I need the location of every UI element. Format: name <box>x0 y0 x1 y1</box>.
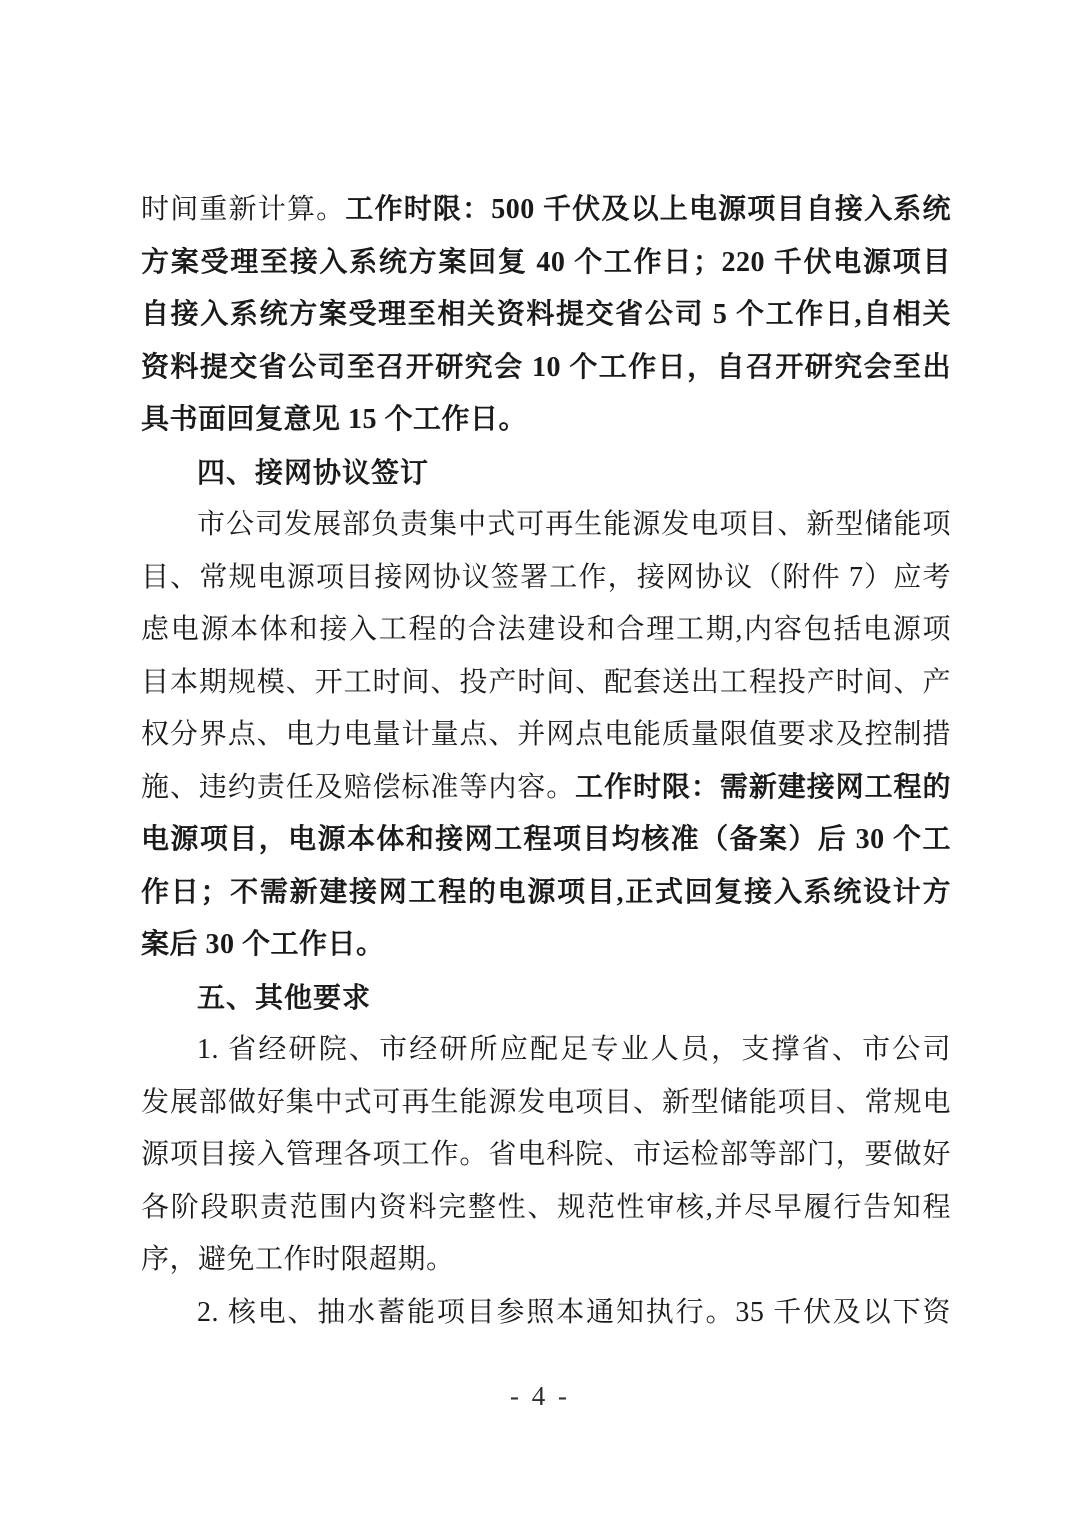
paragraph-line <box>141 1287 951 1340</box>
section-heading <box>141 447 951 500</box>
paragraph-line <box>141 1234 951 1287</box>
text-segment: 目、常规电源项目接网协议签署工作，接网协议（附件 7）应考 <box>141 561 951 593</box>
text-segment: 时间重新计算。 <box>141 194 346 225</box>
text-segment: 目本期规模、开工时间、投产时间、配套送出工程投产时间、产 <box>141 666 951 698</box>
document-body <box>141 184 951 1339</box>
text-segment: 发展部做好集中式可再生能源发电项目、新型储能项目、常规电 <box>141 1086 951 1118</box>
paragraph-line <box>141 1129 951 1182</box>
text-segment: 施、违约责任及赔偿标准等内容。 <box>141 771 576 803</box>
paragraph-line <box>141 604 951 657</box>
bold-text-segment: 方案受理至接入系统方案回复 40 个工作日；220 千伏电源项目 <box>141 246 951 278</box>
paragraph-line <box>141 709 951 762</box>
paragraph-line <box>141 552 951 605</box>
bold-text-segment: 具书面回复意见 15 个工作日。 <box>141 404 528 435</box>
text-segment: 各阶段职责范围内资料完整性、规范性审核,并尽早履行告知程 <box>141 1191 951 1223</box>
text-segment: 虑电源本体和接入工程的合法建设和合理工期,内容包括电源项 <box>141 614 951 645</box>
text-segment: 1. 省经研院、市经研所应配足专业人员，支撑省、市公司 <box>197 1034 951 1065</box>
text-segment: 2. 核电、抽水蓄能项目参照本通知执行。35 千伏及以下资 <box>197 1296 951 1328</box>
paragraph-line <box>141 289 951 342</box>
paragraph-line <box>141 394 951 447</box>
paragraph-line <box>141 1024 951 1077</box>
text-segment: 市公司发展部负责集中式可再生能源发电项目、新型储能项 <box>197 509 951 540</box>
bold-text-segment: 案后 30 个工作日。 <box>141 929 385 960</box>
paragraph-line <box>141 184 951 237</box>
page-number: - 4 - <box>510 1381 570 1411</box>
paragraph-line <box>141 762 951 815</box>
paragraph-line <box>141 814 951 867</box>
bold-text-segment: 工作时限：500 千伏及以上电源项目自接入系统 <box>345 194 951 225</box>
text-segment: 权分界点、电力电量计量点、并网点电能质量限值要求及控制措 <box>141 719 951 750</box>
paragraph-line <box>141 499 951 552</box>
bold-text-segment: 自接入系统方案受理至相关资料提交省公司 5 个工作日,自相关 <box>141 299 951 330</box>
paragraph-line <box>141 1182 951 1235</box>
paragraph-line <box>141 342 951 395</box>
paragraph-line <box>141 657 951 710</box>
paragraph-line <box>141 919 951 972</box>
bold-text-segment: 作日；不需新建接网工程的电源项目,正式回复接入系统设计方 <box>141 876 951 908</box>
paragraph-line <box>141 1077 951 1130</box>
bold-text-segment: 工作时限：需新建接网工程的 <box>575 771 951 803</box>
bold-text-segment: 四、接网协议签订 <box>197 456 430 488</box>
text-segment: 序，避免工作时限超期。 <box>141 1244 455 1275</box>
bold-text-segment: 资料提交省公司至召开研究会 10 个工作日，自召开研究会至出 <box>141 351 951 383</box>
paragraph-line <box>141 237 951 290</box>
bold-text-segment: 五、其他要求 <box>197 981 372 1013</box>
text-segment: 源项目接入管理各项工作。省电科院、市运检部等部门，要做好 <box>141 1139 951 1170</box>
section-heading <box>141 972 951 1025</box>
bold-text-segment: 电源项目，电源本体和接网工程项目均核准（备案）后 30 个工 <box>141 824 951 855</box>
paragraph-line <box>141 867 951 920</box>
